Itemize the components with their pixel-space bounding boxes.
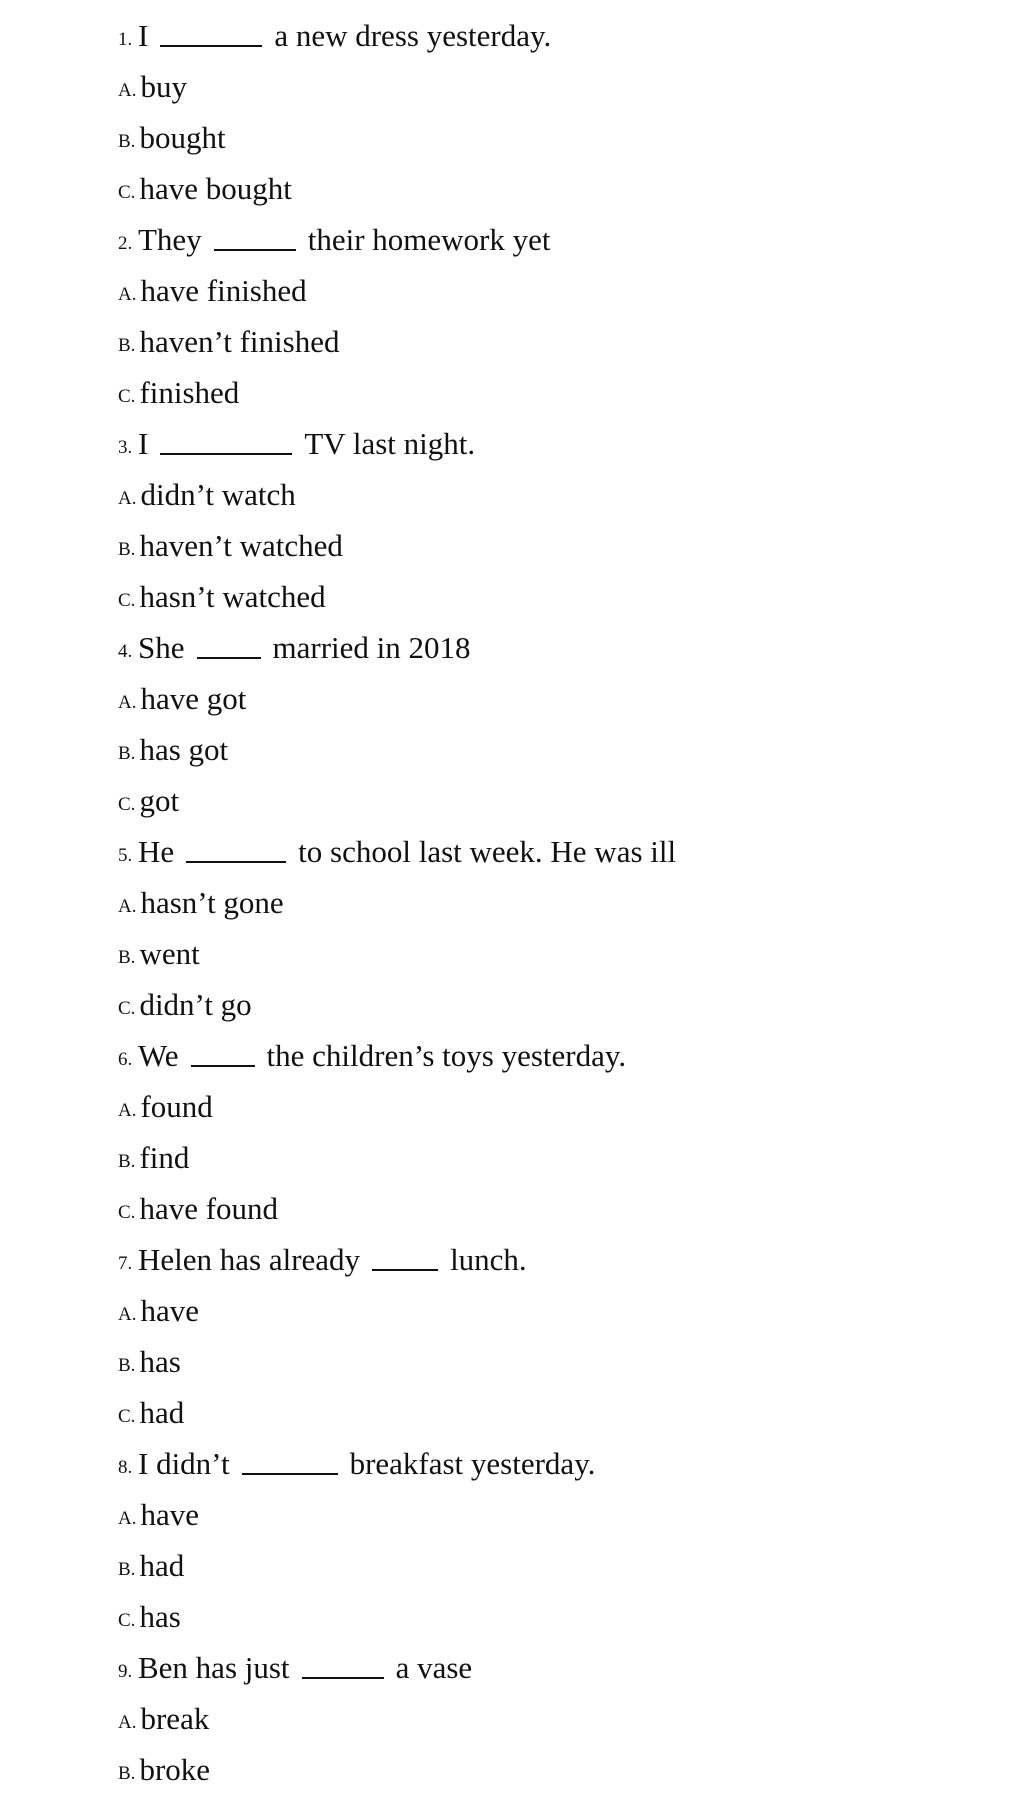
- question-text-after: breakfast yesterday.: [349, 1446, 596, 1481]
- option-6a[interactable]: [118, 1071, 213, 1122]
- option-7c[interactable]: [118, 1377, 184, 1428]
- question-text-before: We: [138, 1038, 179, 1073]
- option-text: had: [139, 1548, 185, 1583]
- question-7: [118, 1224, 527, 1275]
- option-letter: B.: [118, 335, 136, 356]
- answer-blank: [302, 1676, 384, 1679]
- option-letter: A.: [118, 488, 137, 509]
- option-letter: A.: [118, 692, 137, 713]
- question-text-after: lunch.: [450, 1242, 527, 1277]
- option-text: went: [139, 936, 200, 971]
- option-text: haven’t watched: [139, 528, 343, 563]
- option-7b[interactable]: [118, 1326, 181, 1377]
- option-letter: B.: [118, 1355, 136, 1376]
- option-9b[interactable]: [118, 1734, 210, 1785]
- option-letter: C.: [118, 998, 136, 1019]
- option-letter: C.: [118, 1610, 136, 1631]
- question-number: 1.: [118, 29, 133, 50]
- option-letter: A.: [118, 896, 137, 917]
- option-text: have finished: [140, 273, 307, 308]
- option-letter: C.: [118, 386, 136, 407]
- option-letter: B.: [118, 1763, 136, 1784]
- option-letter: C.: [118, 182, 136, 203]
- option-4b[interactable]: [118, 714, 228, 765]
- option-letter: A.: [118, 1508, 137, 1529]
- option-letter: B.: [118, 1559, 136, 1580]
- option-letter: B.: [118, 131, 136, 152]
- question-5: [118, 816, 676, 867]
- option-9a[interactable]: [118, 1683, 209, 1734]
- option-3b[interactable]: [118, 510, 343, 561]
- option-letter: A.: [118, 1712, 137, 1733]
- question-9: [118, 1632, 472, 1683]
- question-number: 9.: [118, 1661, 133, 1682]
- question-text-before: Helen has already: [138, 1242, 361, 1277]
- question-text-before: I: [138, 18, 149, 53]
- question-6: [118, 1020, 626, 1071]
- option-5c[interactable]: [118, 969, 252, 1020]
- option-1c[interactable]: [118, 153, 292, 204]
- option-5b[interactable]: [118, 918, 200, 969]
- question-3: [118, 408, 475, 459]
- option-6c[interactable]: [118, 1173, 278, 1224]
- option-text: found: [140, 1089, 213, 1124]
- answer-blank: [186, 860, 286, 863]
- option-letter: A.: [118, 1304, 137, 1325]
- option-4a[interactable]: [118, 663, 246, 714]
- question-text-before: They: [138, 222, 202, 257]
- question-2: [118, 204, 550, 255]
- option-text: have: [140, 1293, 200, 1328]
- option-text: finished: [139, 375, 240, 410]
- option-3c[interactable]: [118, 561, 326, 612]
- answer-blank: [372, 1268, 438, 1271]
- question-text-before: He: [138, 834, 175, 869]
- option-text: had: [139, 1395, 185, 1430]
- question-text-after: TV last night.: [304, 426, 476, 461]
- answer-blank: [197, 656, 261, 659]
- question-number: 8.: [118, 1457, 133, 1478]
- question-text-after: to school last week. He was ill: [298, 834, 677, 869]
- answer-blank: [160, 44, 262, 47]
- question-text-before: I didn’t: [138, 1446, 230, 1481]
- option-letter: B.: [118, 539, 136, 560]
- option-text: didn’t go: [139, 987, 252, 1022]
- option-3a[interactable]: [118, 459, 296, 510]
- question-number: 3.: [118, 437, 133, 458]
- option-7a[interactable]: [118, 1275, 199, 1326]
- question-number: 7.: [118, 1253, 133, 1274]
- question-number: 5.: [118, 845, 133, 866]
- option-text: buy: [140, 69, 187, 104]
- option-letter: C.: [118, 1202, 136, 1223]
- option-letter: C.: [118, 1406, 136, 1427]
- option-letter: A.: [118, 80, 137, 101]
- question-8: [118, 1428, 595, 1479]
- option-letter: C.: [118, 794, 136, 815]
- question-number: 6.: [118, 1049, 133, 1070]
- question-text-after: their homework yet: [307, 222, 551, 257]
- option-1b[interactable]: [118, 102, 226, 153]
- answer-blank: [214, 248, 296, 251]
- option-letter: C.: [118, 590, 136, 611]
- question-text-after: a new dress yesterday.: [274, 18, 552, 53]
- option-2c[interactable]: [118, 357, 239, 408]
- option-2a[interactable]: [118, 255, 307, 306]
- option-text: bought: [139, 120, 226, 155]
- option-text: haven’t finished: [139, 324, 340, 359]
- answer-blank: [160, 452, 292, 455]
- question-text-after: a vase: [395, 1650, 473, 1685]
- question-number: 4.: [118, 641, 133, 662]
- option-text: has: [139, 1599, 181, 1634]
- answer-blank: [242, 1472, 338, 1475]
- option-text: have bought: [139, 171, 292, 206]
- option-text: got: [139, 783, 180, 818]
- option-2b[interactable]: [118, 306, 339, 357]
- option-1a[interactable]: [118, 51, 187, 102]
- option-6b[interactable]: [118, 1122, 189, 1173]
- question-4: [118, 612, 471, 663]
- option-text: find: [139, 1140, 190, 1175]
- option-8a[interactable]: [118, 1479, 199, 1530]
- option-letter: A.: [118, 284, 137, 305]
- option-text: didn’t watch: [140, 477, 296, 512]
- answer-blank: [191, 1064, 255, 1067]
- option-text: have found: [139, 1191, 279, 1226]
- option-letter: A.: [118, 1100, 137, 1121]
- option-8c[interactable]: [118, 1581, 181, 1632]
- question-1: [118, 0, 551, 51]
- question-text-after: married in 2018: [272, 630, 471, 665]
- option-5a[interactable]: [118, 867, 284, 918]
- option-8b[interactable]: [118, 1530, 184, 1581]
- option-text: broke: [139, 1752, 211, 1787]
- option-text: break: [140, 1701, 210, 1736]
- option-text: have got: [140, 681, 247, 716]
- option-letter: B.: [118, 743, 136, 764]
- question-text-after: the children’s toys yesterday.: [266, 1038, 627, 1073]
- option-letter: B.: [118, 947, 136, 968]
- question-text-before: I: [138, 426, 149, 461]
- question-text-before: Ben has just: [138, 1650, 290, 1685]
- option-text: has got: [139, 732, 229, 767]
- question-number: 2.: [118, 233, 133, 254]
- option-text: hasn’t watched: [139, 579, 326, 614]
- option-letter: B.: [118, 1151, 136, 1172]
- option-text: have: [140, 1497, 200, 1532]
- option-text: has: [139, 1344, 181, 1379]
- option-text: hasn’t gone: [140, 885, 284, 920]
- question-text-before: She: [138, 630, 185, 665]
- option-4c[interactable]: [118, 765, 179, 816]
